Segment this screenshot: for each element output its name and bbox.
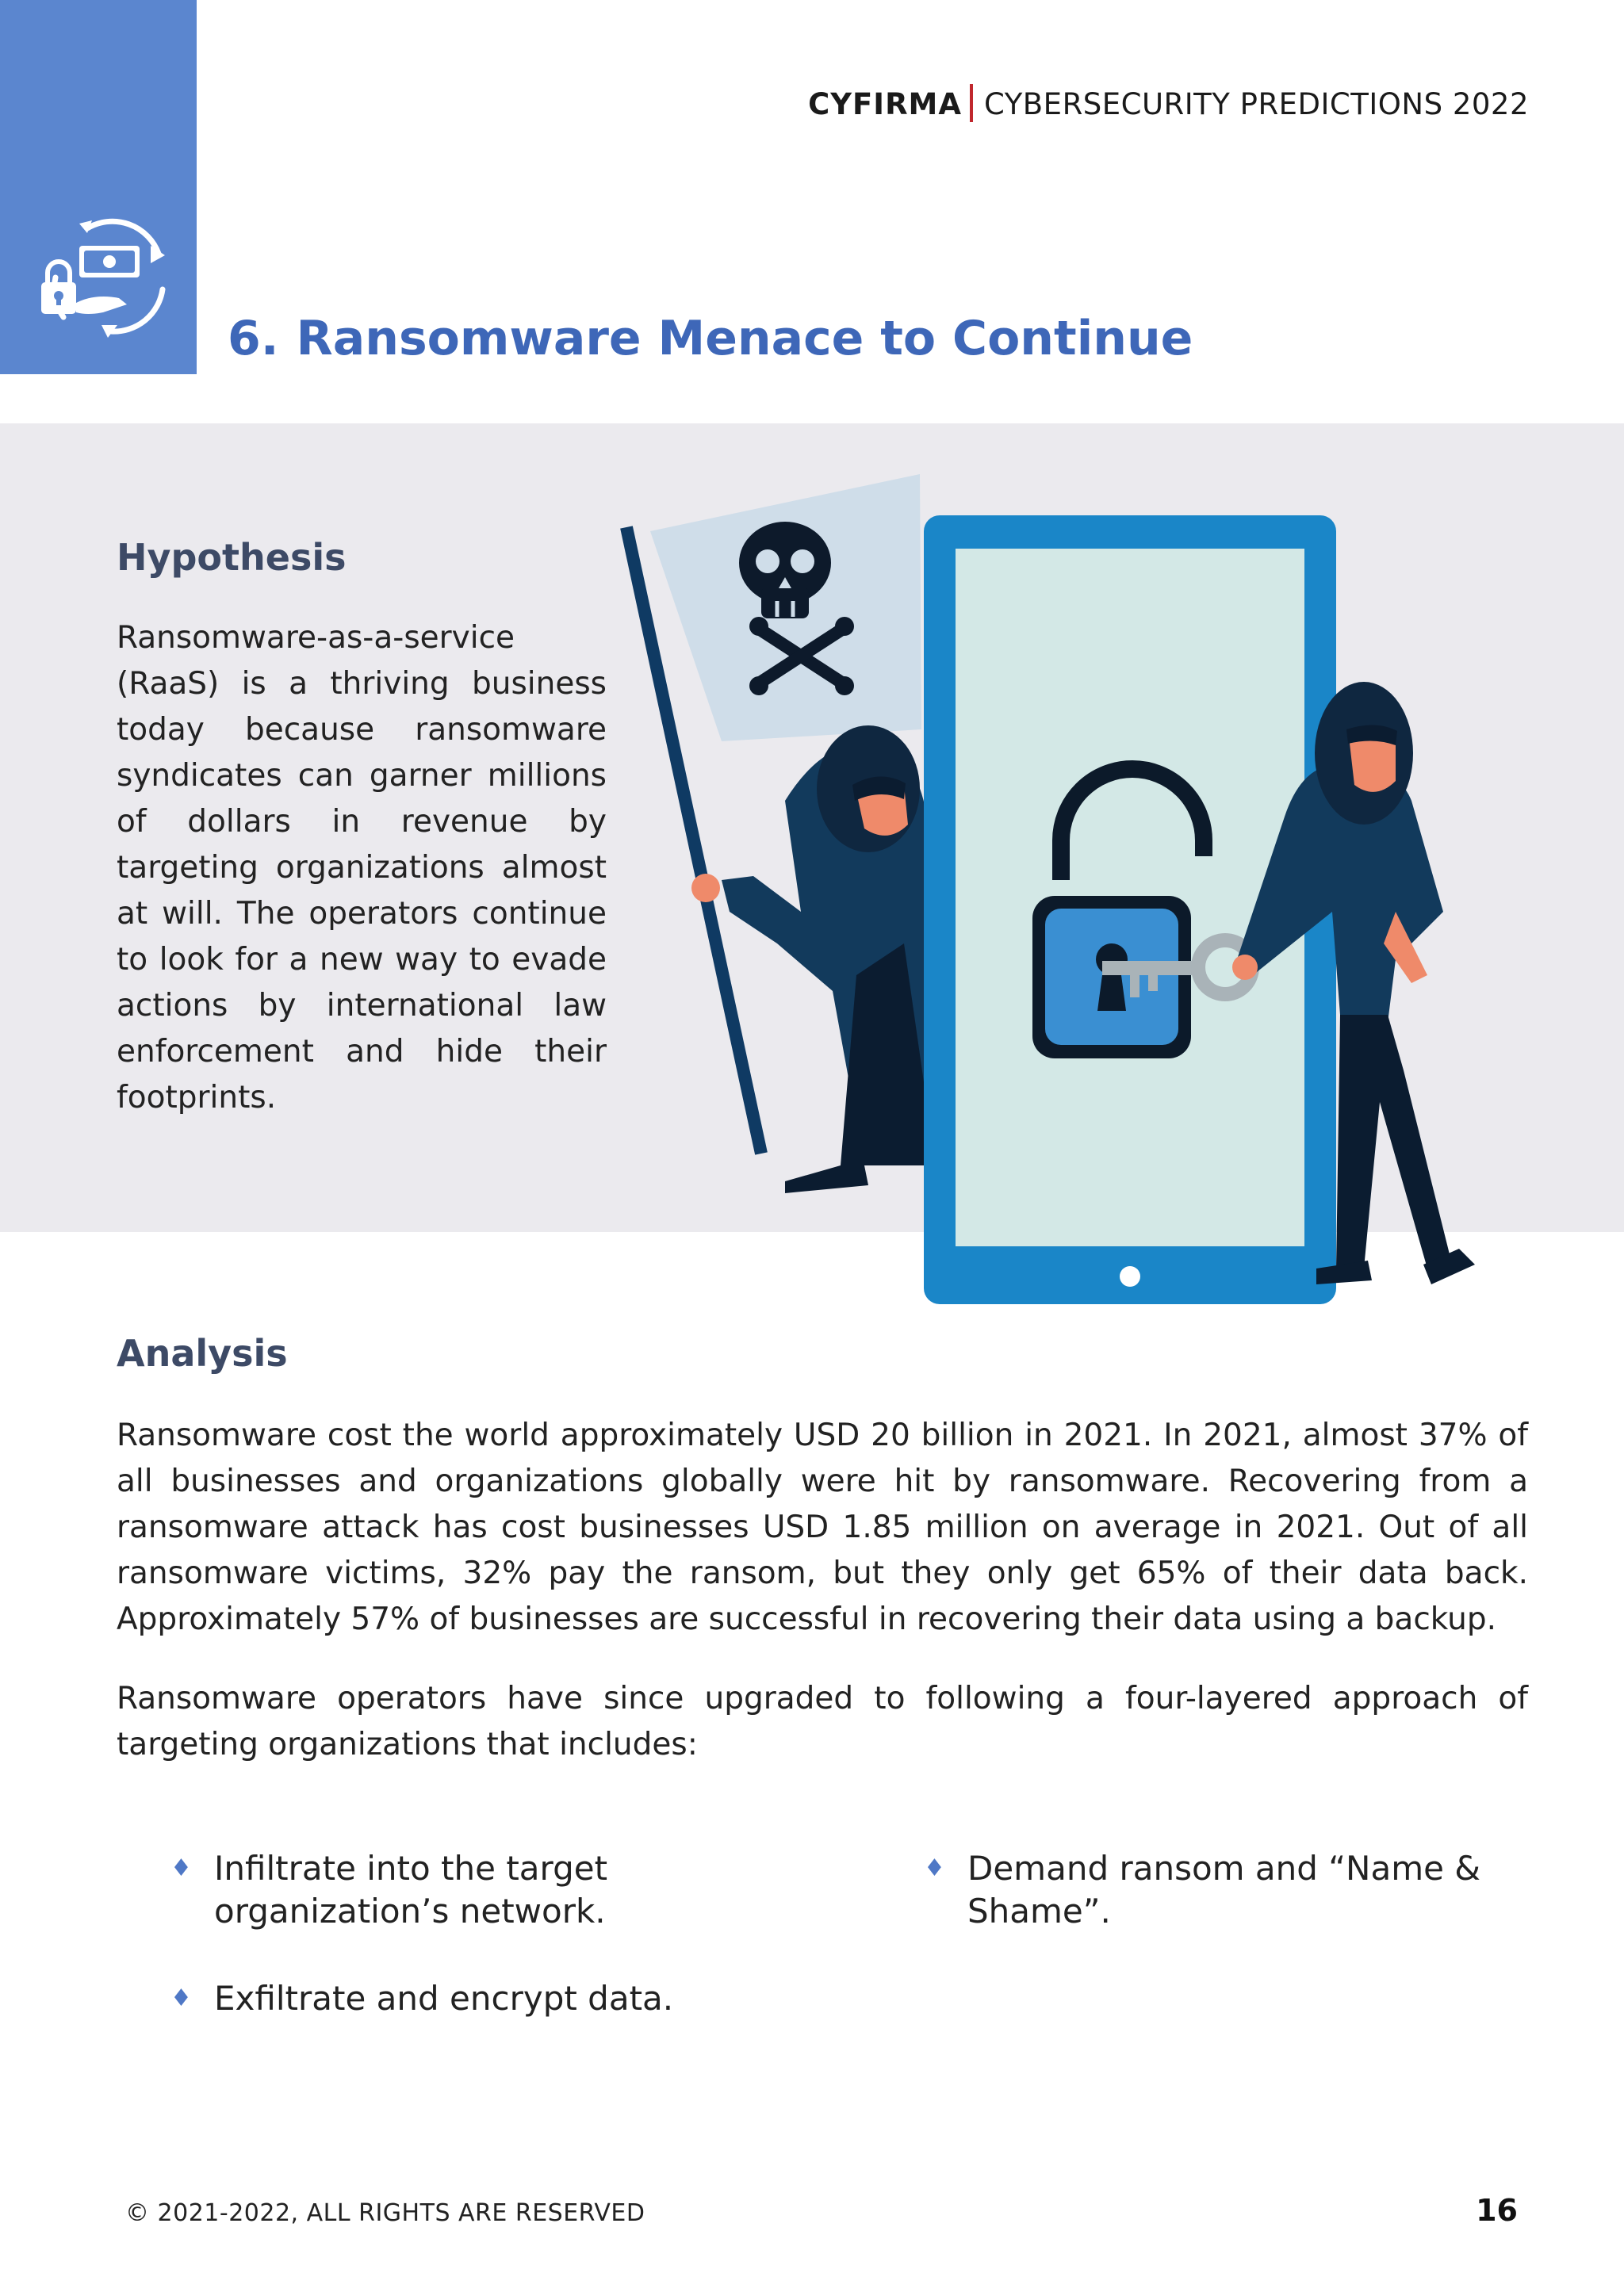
list-item-text: Infiltrate into the target organization’s network. (214, 1849, 608, 1931)
analysis-heading: Analysis (117, 1332, 288, 1375)
list-item-text: Demand ransom and “Name & Shame”. (967, 1849, 1481, 1931)
hypothesis-heading: Hypothesis (117, 536, 347, 579)
list-item (924, 1847, 1511, 1934)
phone-home-button (1120, 1266, 1140, 1287)
analysis-paragraph-2: Ransomware operators have since upgraded to following a four-layered approach of targeting organizations that includes: (117, 1681, 1528, 1762)
left-hacker-figure (691, 725, 936, 1193)
header-separator (970, 84, 973, 122)
bullet-diamond-icon: ♦ (170, 1854, 192, 1882)
ransomware-illustration (603, 468, 1610, 1316)
report-header (808, 84, 1529, 122)
hypothesis-text: Ransomware-as-a-service (RaaS) is a thriving business today because ransomware syndicates can garner millions of dollars in revenue by targeting organizations almost at will. The operators continue to look for a new way to evade actions by international law enforcement and hide their footprints. (117, 620, 607, 1115)
analysis-paragraph-1: Ransomware cost the world approximately USD 20 billion in 2021. In 2021, almost 37% of all businesses and organizations globally were hit by ransomware. Recovering from a ransomware attack has cost businesses USD 1.85 million on average in 2021. Out of all ransomware victims, 32% pay the ransom, but they only get 65% of their data back. Approximately 57% of businesses are successful in recovering their data using a backup. (117, 1418, 1528, 1637)
brand-name: CYFIRMA (808, 87, 963, 121)
bullet-diamond-icon: ♦ (924, 1854, 945, 1882)
section-title-text: Ransomware Menace to Continue (296, 311, 1193, 366)
list-item (170, 1847, 646, 1934)
ransomware-cycle-icon (32, 214, 174, 341)
section-number: 6. (228, 311, 279, 366)
section-title (228, 311, 1193, 366)
list-item (170, 1977, 726, 2025)
report-title: CYBERSECURITY PREDICTIONS 2022 (984, 87, 1529, 121)
page-number: 16 (1476, 2193, 1518, 2228)
list-item-text: Exfiltrate and encrypt data. (214, 1979, 674, 2018)
copyright-notice: © 2021-2022, ALL RIGHTS ARE RESERVED (125, 2199, 645, 2227)
bullet-diamond-icon: ♦ (170, 1984, 192, 2012)
